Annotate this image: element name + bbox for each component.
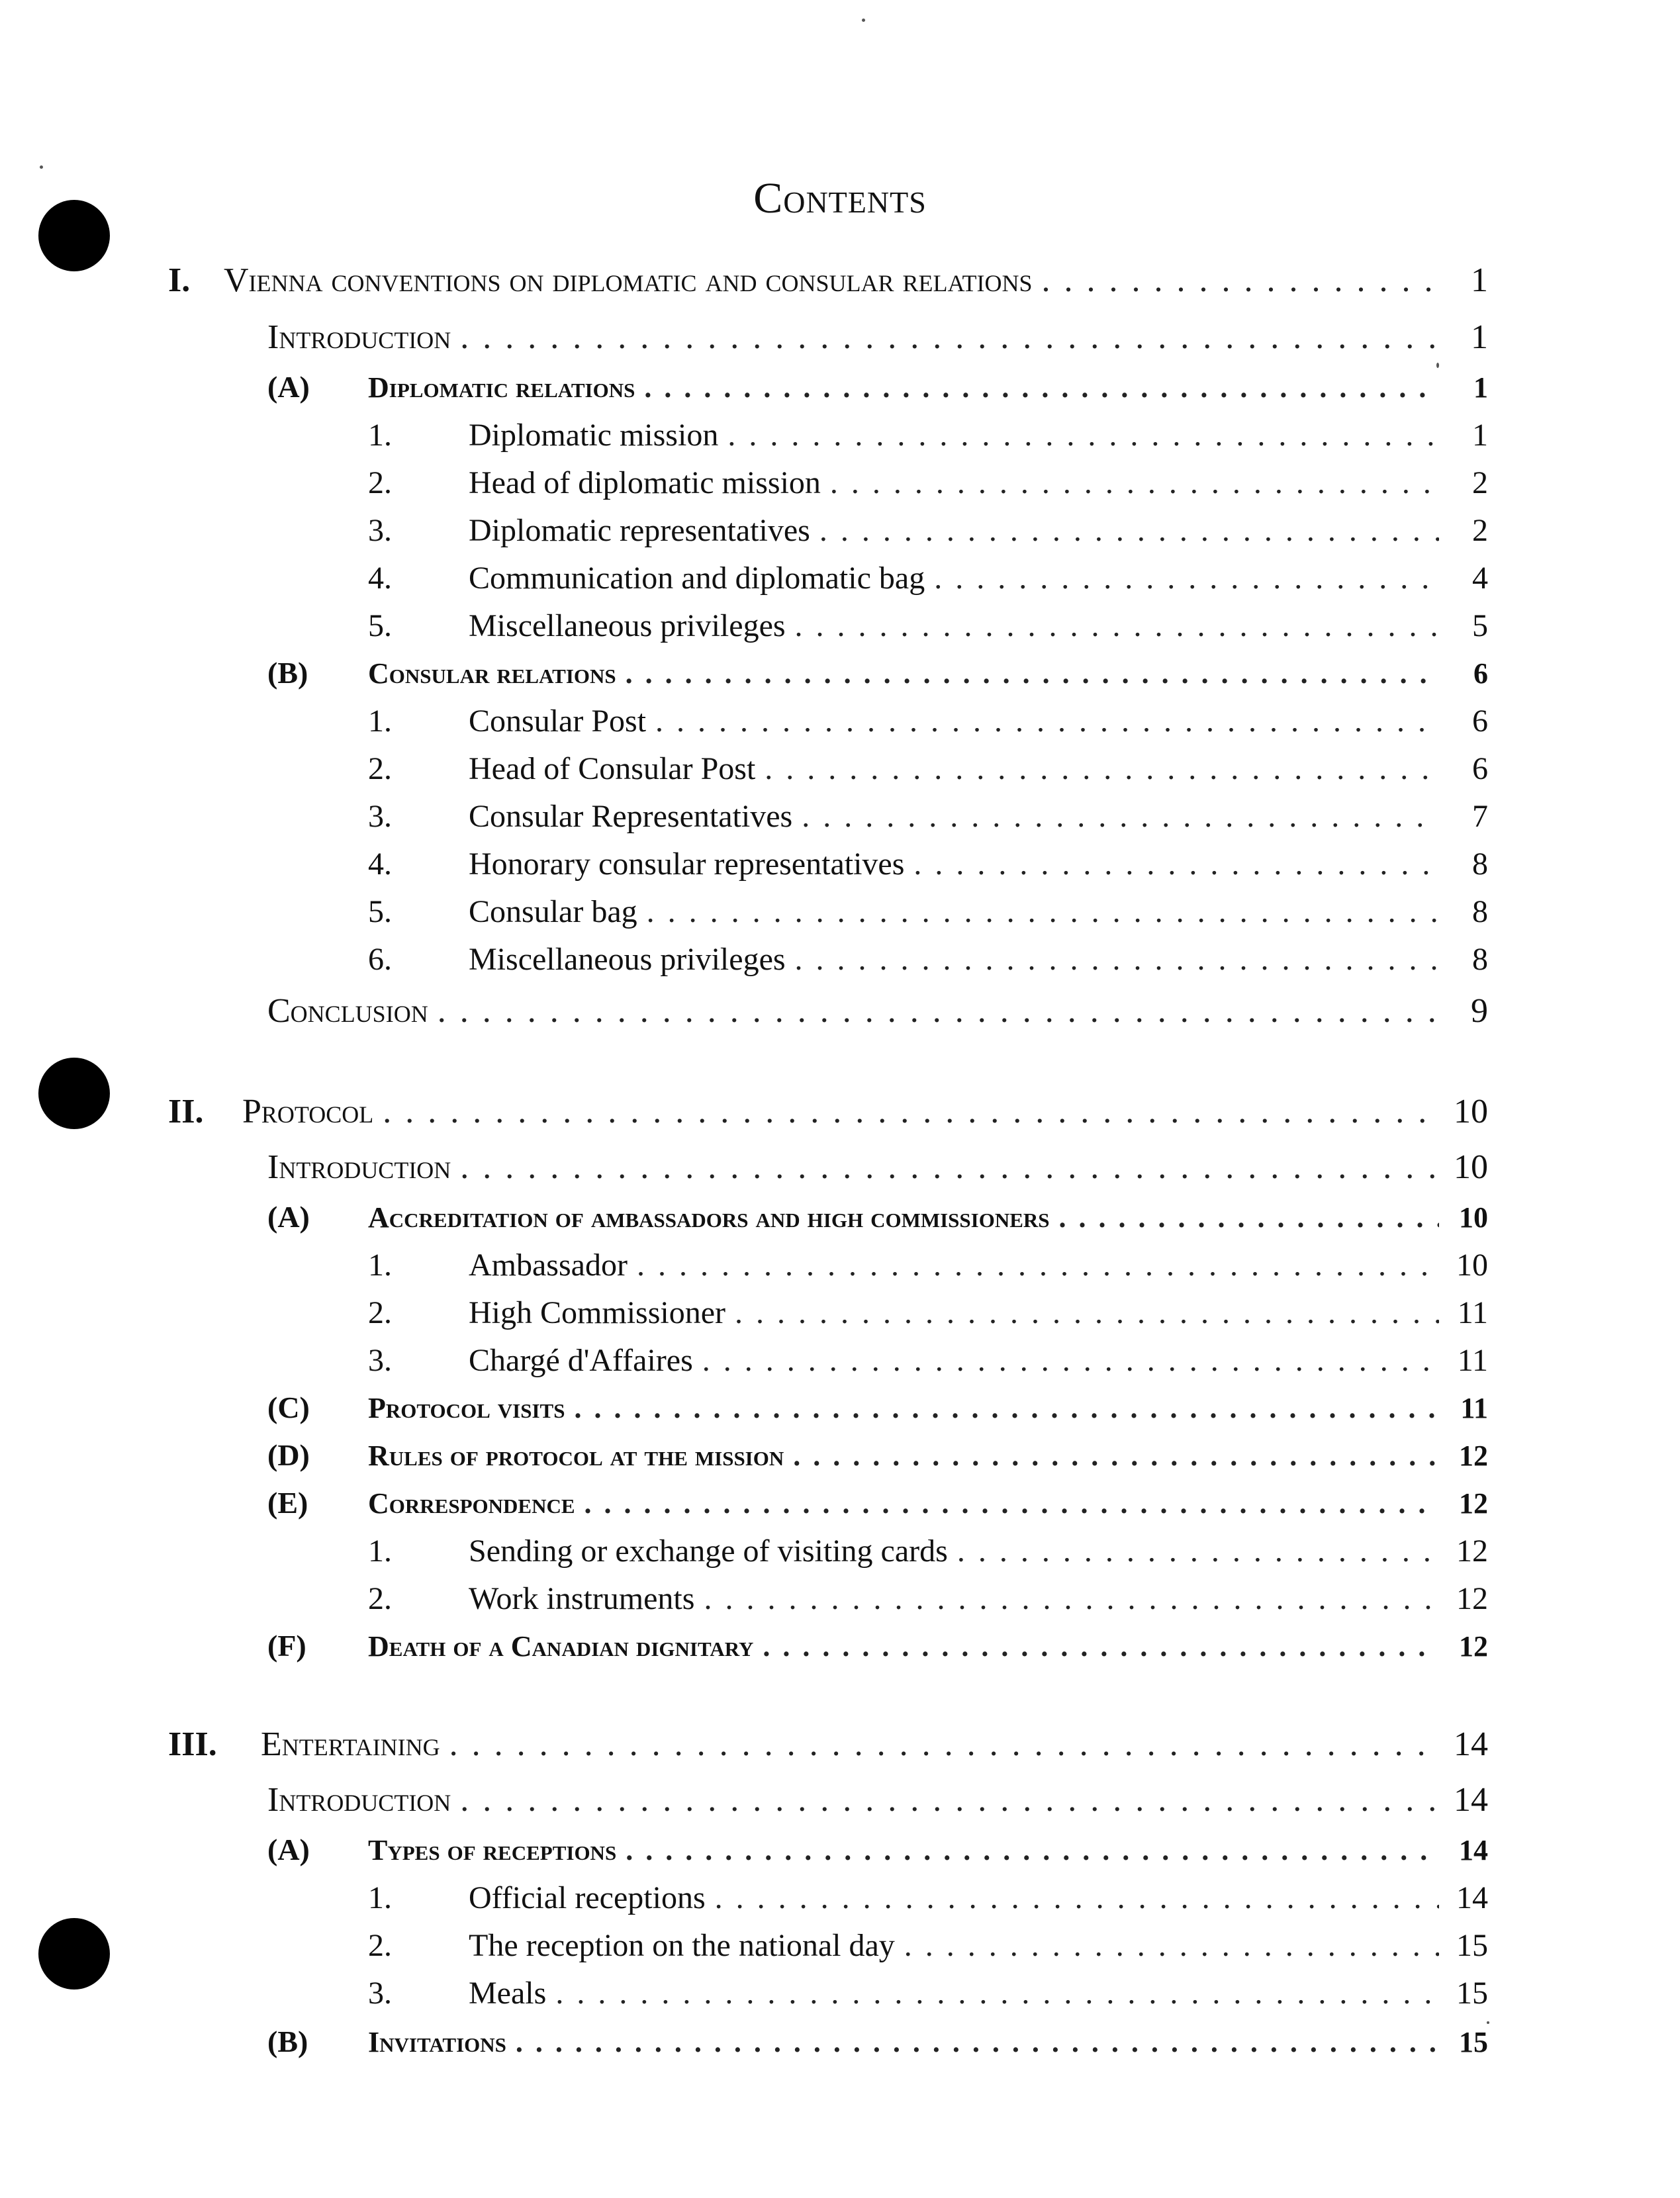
entry-number: 1.: [368, 704, 392, 739]
entry-page: 14: [1459, 1834, 1488, 1866]
entry-label: The reception on the national day: [469, 1928, 895, 1963]
entry-number: 2.: [368, 1581, 392, 1616]
entry-number: 2.: [368, 1928, 392, 1963]
entry-label: Diplomatic mission: [469, 418, 719, 453]
dot-leader: [934, 560, 1439, 596]
entry-page: 8: [1472, 847, 1488, 882]
entry-label: Entertaining: [261, 1725, 440, 1763]
entry-page: 10: [1454, 1093, 1488, 1130]
entry-number: 6.: [368, 942, 392, 977]
entry-number: I.: [168, 261, 191, 299]
entry-label: Rules of protocol at the mission: [368, 1440, 784, 1472]
entry-page: 9: [1471, 992, 1488, 1030]
toc-entry-item: [368, 1247, 1488, 1283]
scan-speck: [862, 19, 865, 22]
toc-entry-introduction: [267, 1780, 1488, 1819]
entry-number: 5.: [368, 894, 392, 929]
entry-page: 4: [1472, 561, 1488, 596]
entry-page: 14: [1454, 1781, 1488, 1819]
entry-page: 1: [1471, 261, 1488, 299]
toc-entry-part-2: [168, 1092, 1488, 1131]
toc-entry-section: [267, 1199, 1488, 1234]
dot-leader: [1059, 1201, 1439, 1234]
dot-leader: [735, 1295, 1439, 1331]
dot-leader: [913, 846, 1439, 882]
punch-hole-middle: [38, 1058, 110, 1129]
entry-number: 5.: [368, 608, 392, 643]
dot-leader: [383, 1092, 1439, 1131]
toc-entry-conclusion: [267, 991, 1488, 1030]
toc-entry-item: [368, 1580, 1488, 1617]
dot-leader: [449, 1725, 1439, 1764]
entry-page: 12: [1456, 1581, 1488, 1616]
dot-leader: [460, 318, 1439, 357]
dot-leader: [637, 1247, 1439, 1283]
dot-leader: [904, 1927, 1439, 1964]
entry-page: 11: [1460, 1392, 1488, 1424]
entry-page: 6: [1472, 751, 1488, 786]
toc-entry-item: [368, 893, 1488, 930]
toc-entry-item: [368, 417, 1488, 453]
entry-label: Miscellaneous privileges: [469, 608, 786, 643]
entry-label: Consular relations: [368, 657, 616, 690]
entry-number: (B): [267, 656, 308, 690]
dot-leader: [555, 1975, 1439, 2011]
scan-speck: [1436, 363, 1439, 368]
entry-page: 15: [1456, 1976, 1488, 2011]
dot-leader: [795, 608, 1439, 644]
entry-label: Diplomatic representatives: [469, 513, 810, 548]
toc-entry-section: [267, 1485, 1488, 1520]
toc-entry-item: [368, 1342, 1488, 1379]
entry-number: II.: [168, 1093, 204, 1130]
entry-label: Introduction: [267, 318, 451, 356]
dot-leader: [702, 1342, 1439, 1379]
entry-label: Protocol visits: [368, 1392, 565, 1424]
dot-leader: [795, 941, 1439, 978]
toc-entry-item: [368, 1533, 1488, 1569]
toc-entry-item: [368, 941, 1488, 978]
entry-number: (F): [267, 1629, 306, 1663]
entry-label: Ambassador: [469, 1248, 628, 1283]
toc-entry-section: [267, 655, 1488, 690]
entry-number: 1.: [368, 1248, 392, 1283]
entry-page: 8: [1472, 894, 1488, 929]
entry-label: Chargé d'Affaires: [469, 1343, 693, 1378]
toc-entry-section: [267, 1438, 1488, 1473]
entry-label: Death of a Canadian dignitary: [368, 1630, 754, 1663]
entry-page: 10: [1459, 1201, 1488, 1234]
entry-number: (D): [267, 1438, 310, 1472]
dot-leader: [626, 657, 1439, 690]
toc-entry-item: [368, 798, 1488, 835]
entry-page: 10: [1454, 1148, 1488, 1186]
toc-entry-part-1: [168, 261, 1488, 300]
dot-leader: [819, 512, 1439, 549]
entry-label: Conclusion: [267, 992, 428, 1030]
entry-page: 2: [1472, 513, 1488, 548]
entry-number: (A): [267, 1833, 310, 1866]
dot-leader: [763, 1629, 1439, 1663]
toc-entry-item: [368, 751, 1488, 787]
entry-page: 6: [1473, 657, 1488, 690]
dot-leader: [1042, 261, 1439, 300]
entry-label: Communication and diplomatic bag: [469, 561, 925, 596]
entry-number: 3.: [368, 799, 392, 834]
entry-number: 1.: [368, 1534, 392, 1569]
entry-label: Vienna conventions on diplomatic and consular relations: [224, 261, 1033, 299]
dot-leader: [715, 1880, 1439, 1916]
entry-label: Types of receptions: [368, 1834, 617, 1866]
entry-page: 12: [1456, 1534, 1488, 1569]
toc-entry-item: [368, 1880, 1488, 1916]
toc-entry-part-3: [168, 1725, 1488, 1764]
entry-page: 5: [1472, 608, 1488, 643]
entry-number: (B): [267, 2025, 308, 2058]
dot-leader: [727, 417, 1439, 453]
toc-entry-item: [368, 560, 1488, 596]
entry-page: 1: [1472, 418, 1488, 453]
toc-entry-introduction: [267, 1148, 1488, 1187]
entry-label: Consular Post: [469, 704, 647, 739]
entry-label: Diplomatic relations: [368, 371, 635, 404]
dot-leader: [516, 2025, 1439, 2059]
toc-entry-item: [368, 1295, 1488, 1331]
entry-number: 2.: [368, 751, 392, 786]
dot-leader: [655, 703, 1439, 739]
scan-speck: [40, 165, 43, 169]
entry-page: 1: [1471, 318, 1488, 356]
dot-leader: [830, 465, 1439, 501]
dot-leader: [460, 1148, 1439, 1187]
entry-label: Head of diplomatic mission: [469, 465, 821, 500]
entry-label: Introduction: [267, 1781, 451, 1819]
entry-number: 4.: [368, 561, 392, 596]
dot-leader: [765, 751, 1439, 787]
toc-entry-item: [368, 846, 1488, 882]
entry-label: Head of Consular Post: [469, 751, 756, 786]
entry-label: Introduction: [267, 1148, 451, 1186]
page-title: Contents: [753, 174, 927, 222]
entry-page: 1: [1473, 371, 1488, 404]
entry-label: Invitations: [368, 2026, 506, 2058]
dot-leader: [584, 1487, 1439, 1520]
entry-label: Honorary consular representatives: [469, 847, 905, 882]
entry-number: 3.: [368, 1343, 392, 1378]
toc-entry-section: [267, 1628, 1488, 1663]
dot-leader: [802, 798, 1439, 835]
entry-page: 10: [1456, 1248, 1488, 1283]
entry-number: (E): [267, 1486, 308, 1520]
dot-leader: [793, 1439, 1439, 1473]
entry-number: (A): [267, 370, 310, 404]
toc-entry-section: [267, 369, 1488, 404]
entry-number: 2.: [368, 1295, 392, 1330]
entry-number: III.: [168, 1725, 217, 1763]
entry-page: 7: [1472, 799, 1488, 834]
entry-label: Sending or exchange of visiting cards: [469, 1534, 948, 1569]
entry-label: High Commissioner: [469, 1295, 726, 1330]
entry-page: 14: [1454, 1725, 1488, 1763]
dot-leader: [438, 991, 1439, 1030]
entry-page: 15: [1456, 1928, 1488, 1963]
toc-entry-item: [368, 608, 1488, 644]
toc-entry-item: [368, 1927, 1488, 1964]
entry-page: 14: [1456, 1880, 1488, 1915]
entry-label: Correspondence: [368, 1487, 575, 1520]
toc-entry-item: [368, 465, 1488, 501]
dot-leader: [957, 1533, 1439, 1569]
entry-number: (A): [267, 1200, 310, 1234]
toc-entry-item: [368, 512, 1488, 549]
entry-page: 12: [1459, 1440, 1488, 1472]
toc-entry-item: [368, 1975, 1488, 2011]
entry-page: 12: [1459, 1630, 1488, 1663]
dot-leader: [704, 1580, 1439, 1617]
entry-page: 2: [1472, 465, 1488, 500]
dot-leader: [574, 1391, 1439, 1425]
toc-entry-section: [267, 2024, 1488, 2059]
toc-entry-item: [368, 703, 1488, 739]
dot-leader: [626, 1833, 1439, 1867]
entry-page: 11: [1457, 1295, 1488, 1330]
entry-number: (C): [267, 1391, 310, 1424]
entry-label: Official receptions: [469, 1880, 706, 1915]
entry-number: 3.: [368, 1976, 392, 2011]
entry-label: Accreditation of ambassadors and high commissioners: [368, 1201, 1050, 1234]
entry-label: Consular Representatives: [469, 799, 793, 834]
entry-label: Miscellaneous privileges: [469, 942, 786, 977]
dot-leader: [647, 893, 1439, 930]
entry-number: 2.: [368, 465, 392, 500]
entry-label: Meals: [469, 1976, 547, 2011]
entry-page: 8: [1472, 942, 1488, 977]
entry-label: Work instruments: [469, 1581, 695, 1616]
entry-page: 12: [1459, 1487, 1488, 1520]
dot-leader: [644, 371, 1439, 404]
entry-label: Consular bag: [469, 894, 637, 929]
toc-entry-introduction: [267, 318, 1488, 357]
entry-number: 4.: [368, 847, 392, 882]
entry-page: 6: [1472, 704, 1488, 739]
entry-number: 3.: [368, 513, 392, 548]
entry-number: 1.: [368, 1880, 392, 1915]
entry-number: 1.: [368, 418, 392, 453]
toc-entry-section: [267, 1390, 1488, 1425]
dot-leader: [460, 1780, 1439, 1819]
toc-entry-section: [267, 1832, 1488, 1867]
entry-page: 15: [1459, 2026, 1488, 2058]
entry-page: 11: [1457, 1343, 1488, 1378]
entry-label: Protocol: [242, 1093, 374, 1130]
punch-hole-bottom: [38, 1918, 110, 1990]
